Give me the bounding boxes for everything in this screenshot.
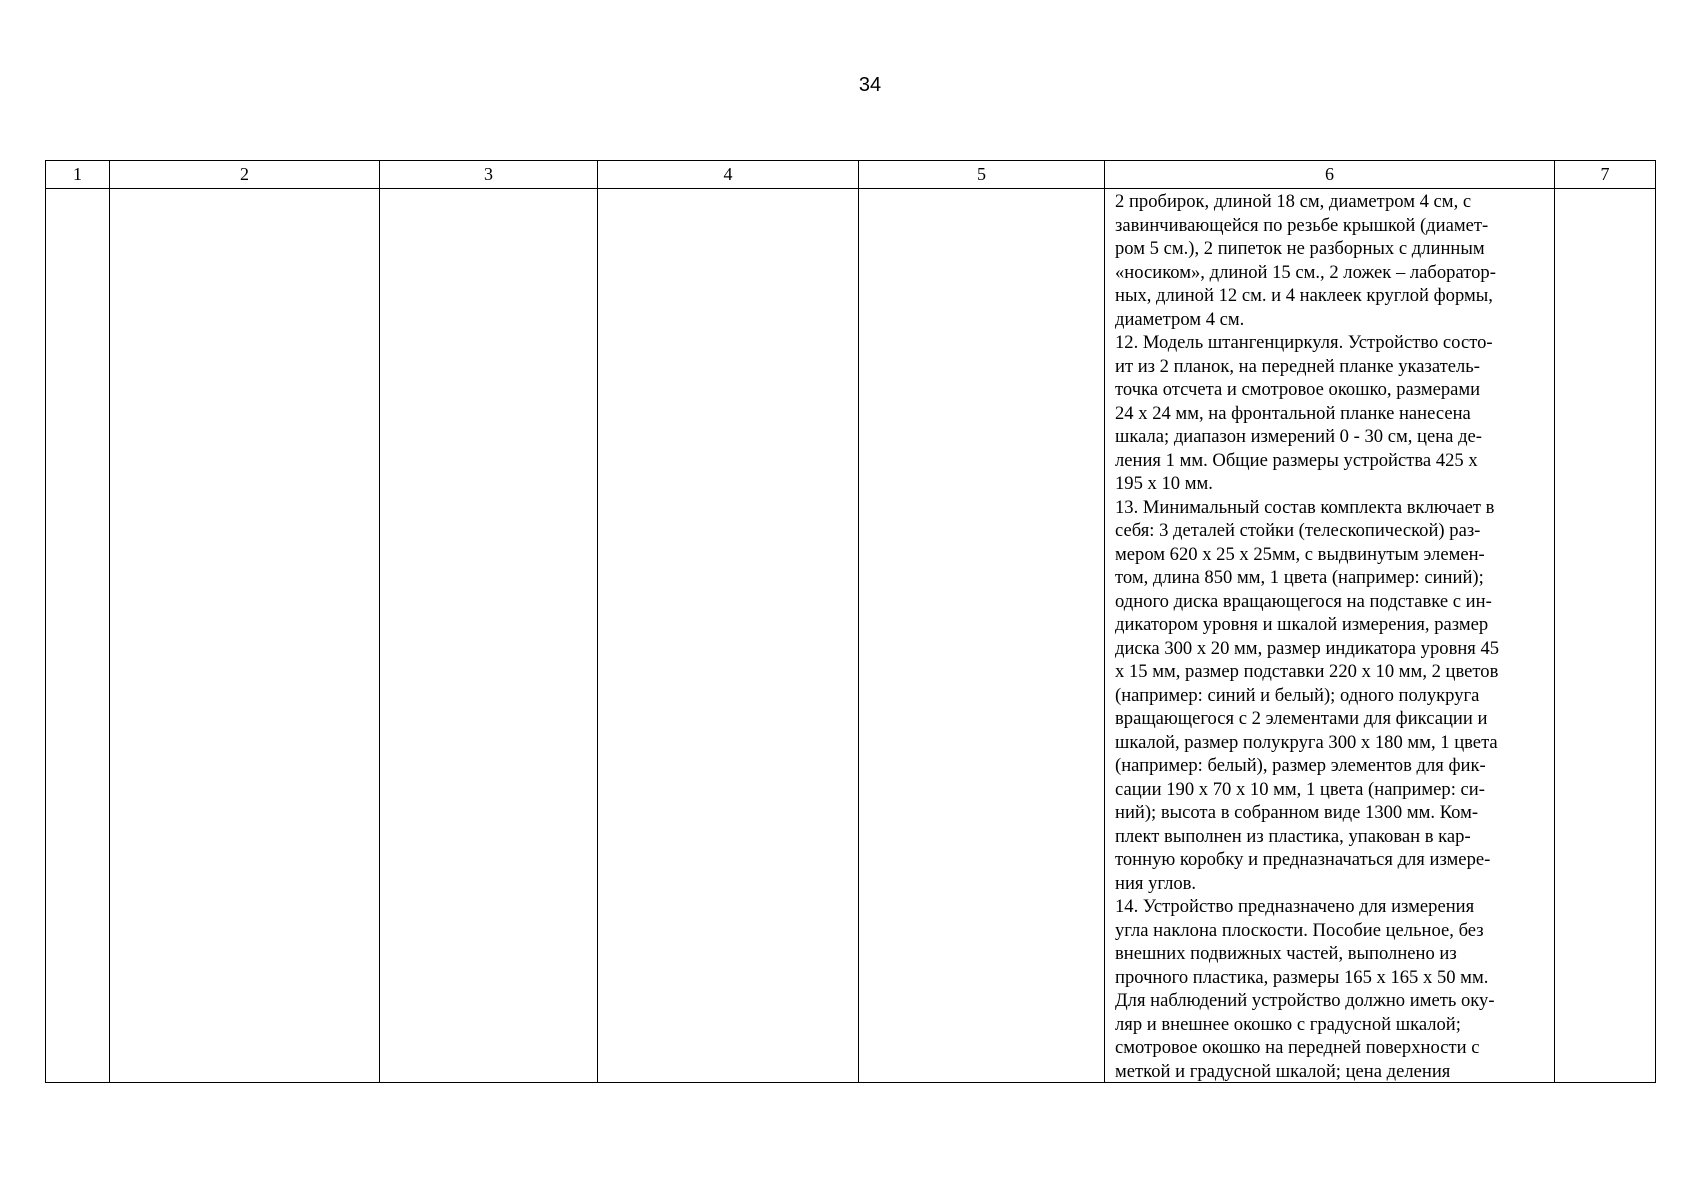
column-header-5: 5 bbox=[859, 161, 1105, 189]
description-line: (например: синий и белый); одного полукруга bbox=[1115, 684, 1480, 706]
description-line: ления 1 мм. Общие размеры устройства 425 х bbox=[1115, 449, 1478, 471]
description-line: шкалой, размер полукруга 300 х 180 мм, 1 цвета bbox=[1115, 731, 1498, 753]
description-line: ний); высота в собранном виде 1300 мм. Ком- bbox=[1115, 802, 1479, 823]
description-line: тонную коробку и предназначаться для измере- bbox=[1115, 849, 1491, 870]
description-line: прочного пластика, размеры 165 х 165 х 50 мм. bbox=[1115, 966, 1489, 988]
description-line: дикатором уровня и шкалой измерения, размер bbox=[1115, 614, 1489, 635]
description-line: ния углов. bbox=[1115, 872, 1197, 894]
description-line: Для наблюдений устройство должно иметь оку- bbox=[1115, 990, 1495, 1011]
specification-table bbox=[45, 160, 1656, 1083]
column-header-7: 7 bbox=[1555, 161, 1656, 189]
description-line: угла наклона плоскости. Пособие цельное, без bbox=[1115, 919, 1484, 941]
description-line: диаметром 4 см. bbox=[1115, 308, 1245, 330]
description-line: внешних подвижных частей, выполнено из bbox=[1115, 943, 1457, 964]
description-line: мером 620 х 25 х 25мм, с выдвинутым элемен- bbox=[1115, 543, 1485, 565]
description-line: 195 х 10 мм. bbox=[1115, 473, 1213, 494]
header-row bbox=[46, 161, 1656, 189]
description-line: шкала; диапазон измерений 0 - 30 см, цена де- bbox=[1115, 426, 1482, 447]
column-header-2: 2 bbox=[110, 161, 380, 189]
description-line: ных, длиной 12 см. и 4 наклеек круглой формы, bbox=[1115, 285, 1493, 306]
description-line: (например: белый), размер элементов для фик- bbox=[1115, 755, 1486, 776]
description-line: сации 190 х 70 х 10 мм, 1 цвета (например: си- bbox=[1115, 778, 1485, 800]
description-line: 14. Устройство предназначено для измерения bbox=[1115, 896, 1475, 917]
cell-col-3 bbox=[380, 189, 598, 1083]
cell-col-5 bbox=[859, 189, 1105, 1083]
description-line: 24 х 24 мм, на фронтальной планке нанесена bbox=[1115, 402, 1471, 424]
table-row bbox=[46, 189, 1656, 1083]
description-line: точка отсчета и смотровое окошко, размерами bbox=[1115, 379, 1481, 400]
description-line: 12. Модель штангенциркуля. Устройство состо- bbox=[1115, 332, 1493, 353]
item-description bbox=[1105, 189, 1554, 1082]
description-line: себя: 3 деталей стойки (телескопической) раз- bbox=[1115, 520, 1481, 541]
description-line: одного диска вращающегося на подставке с ин- bbox=[1115, 590, 1492, 612]
cell-col-4 bbox=[598, 189, 859, 1083]
description-line: 13. Минимальный состав комплекта включает в bbox=[1115, 496, 1495, 518]
description-line: смотровое окошко на передней поверхности с bbox=[1115, 1037, 1480, 1058]
description-line: том, длина 850 мм, 1 цвета (например: синий); bbox=[1115, 567, 1484, 588]
cell-col-7 bbox=[1555, 189, 1656, 1083]
description-line: «носиком», длиной 15 см., 2 ложек – лаборатор- bbox=[1115, 261, 1496, 283]
column-header-4: 4 bbox=[598, 161, 859, 189]
column-header-1: 1 bbox=[46, 161, 110, 189]
column-header-6: 6 bbox=[1105, 161, 1555, 189]
description-line: диска 300 х 20 мм, размер индикатора уровня 45 bbox=[1115, 637, 1500, 659]
cell-col-2 bbox=[110, 189, 380, 1083]
column-header-3: 3 bbox=[380, 161, 598, 189]
description-line: 2 пробирок, длиной 18 см, диаметром 4 см, с bbox=[1115, 191, 1472, 212]
cell-col-6 bbox=[1105, 189, 1555, 1083]
description-line: меткой и градусной шкалой; цена деления bbox=[1115, 1060, 1451, 1082]
page-number: 34 bbox=[858, 74, 882, 96]
description-line: ром 5 см.), 2 пипеток не разборных с длинным bbox=[1115, 238, 1485, 259]
description-line: х 15 мм, размер подставки 220 х 10 мм, 2 цветов bbox=[1115, 661, 1499, 682]
cell-col-1 bbox=[46, 189, 110, 1083]
description-line: плект выполнен из пластика, упакован в кар- bbox=[1115, 825, 1471, 847]
description-line: ит из 2 планок, на передней планке указатель- bbox=[1115, 355, 1480, 377]
description-line: ляр и внешнее окошко с градусной шкалой; bbox=[1115, 1013, 1461, 1035]
description-line: завинчивающейся по резьбе крышкой (диамет- bbox=[1115, 214, 1489, 236]
description-line: вращающегося с 2 элементами для фиксации и bbox=[1115, 708, 1488, 729]
